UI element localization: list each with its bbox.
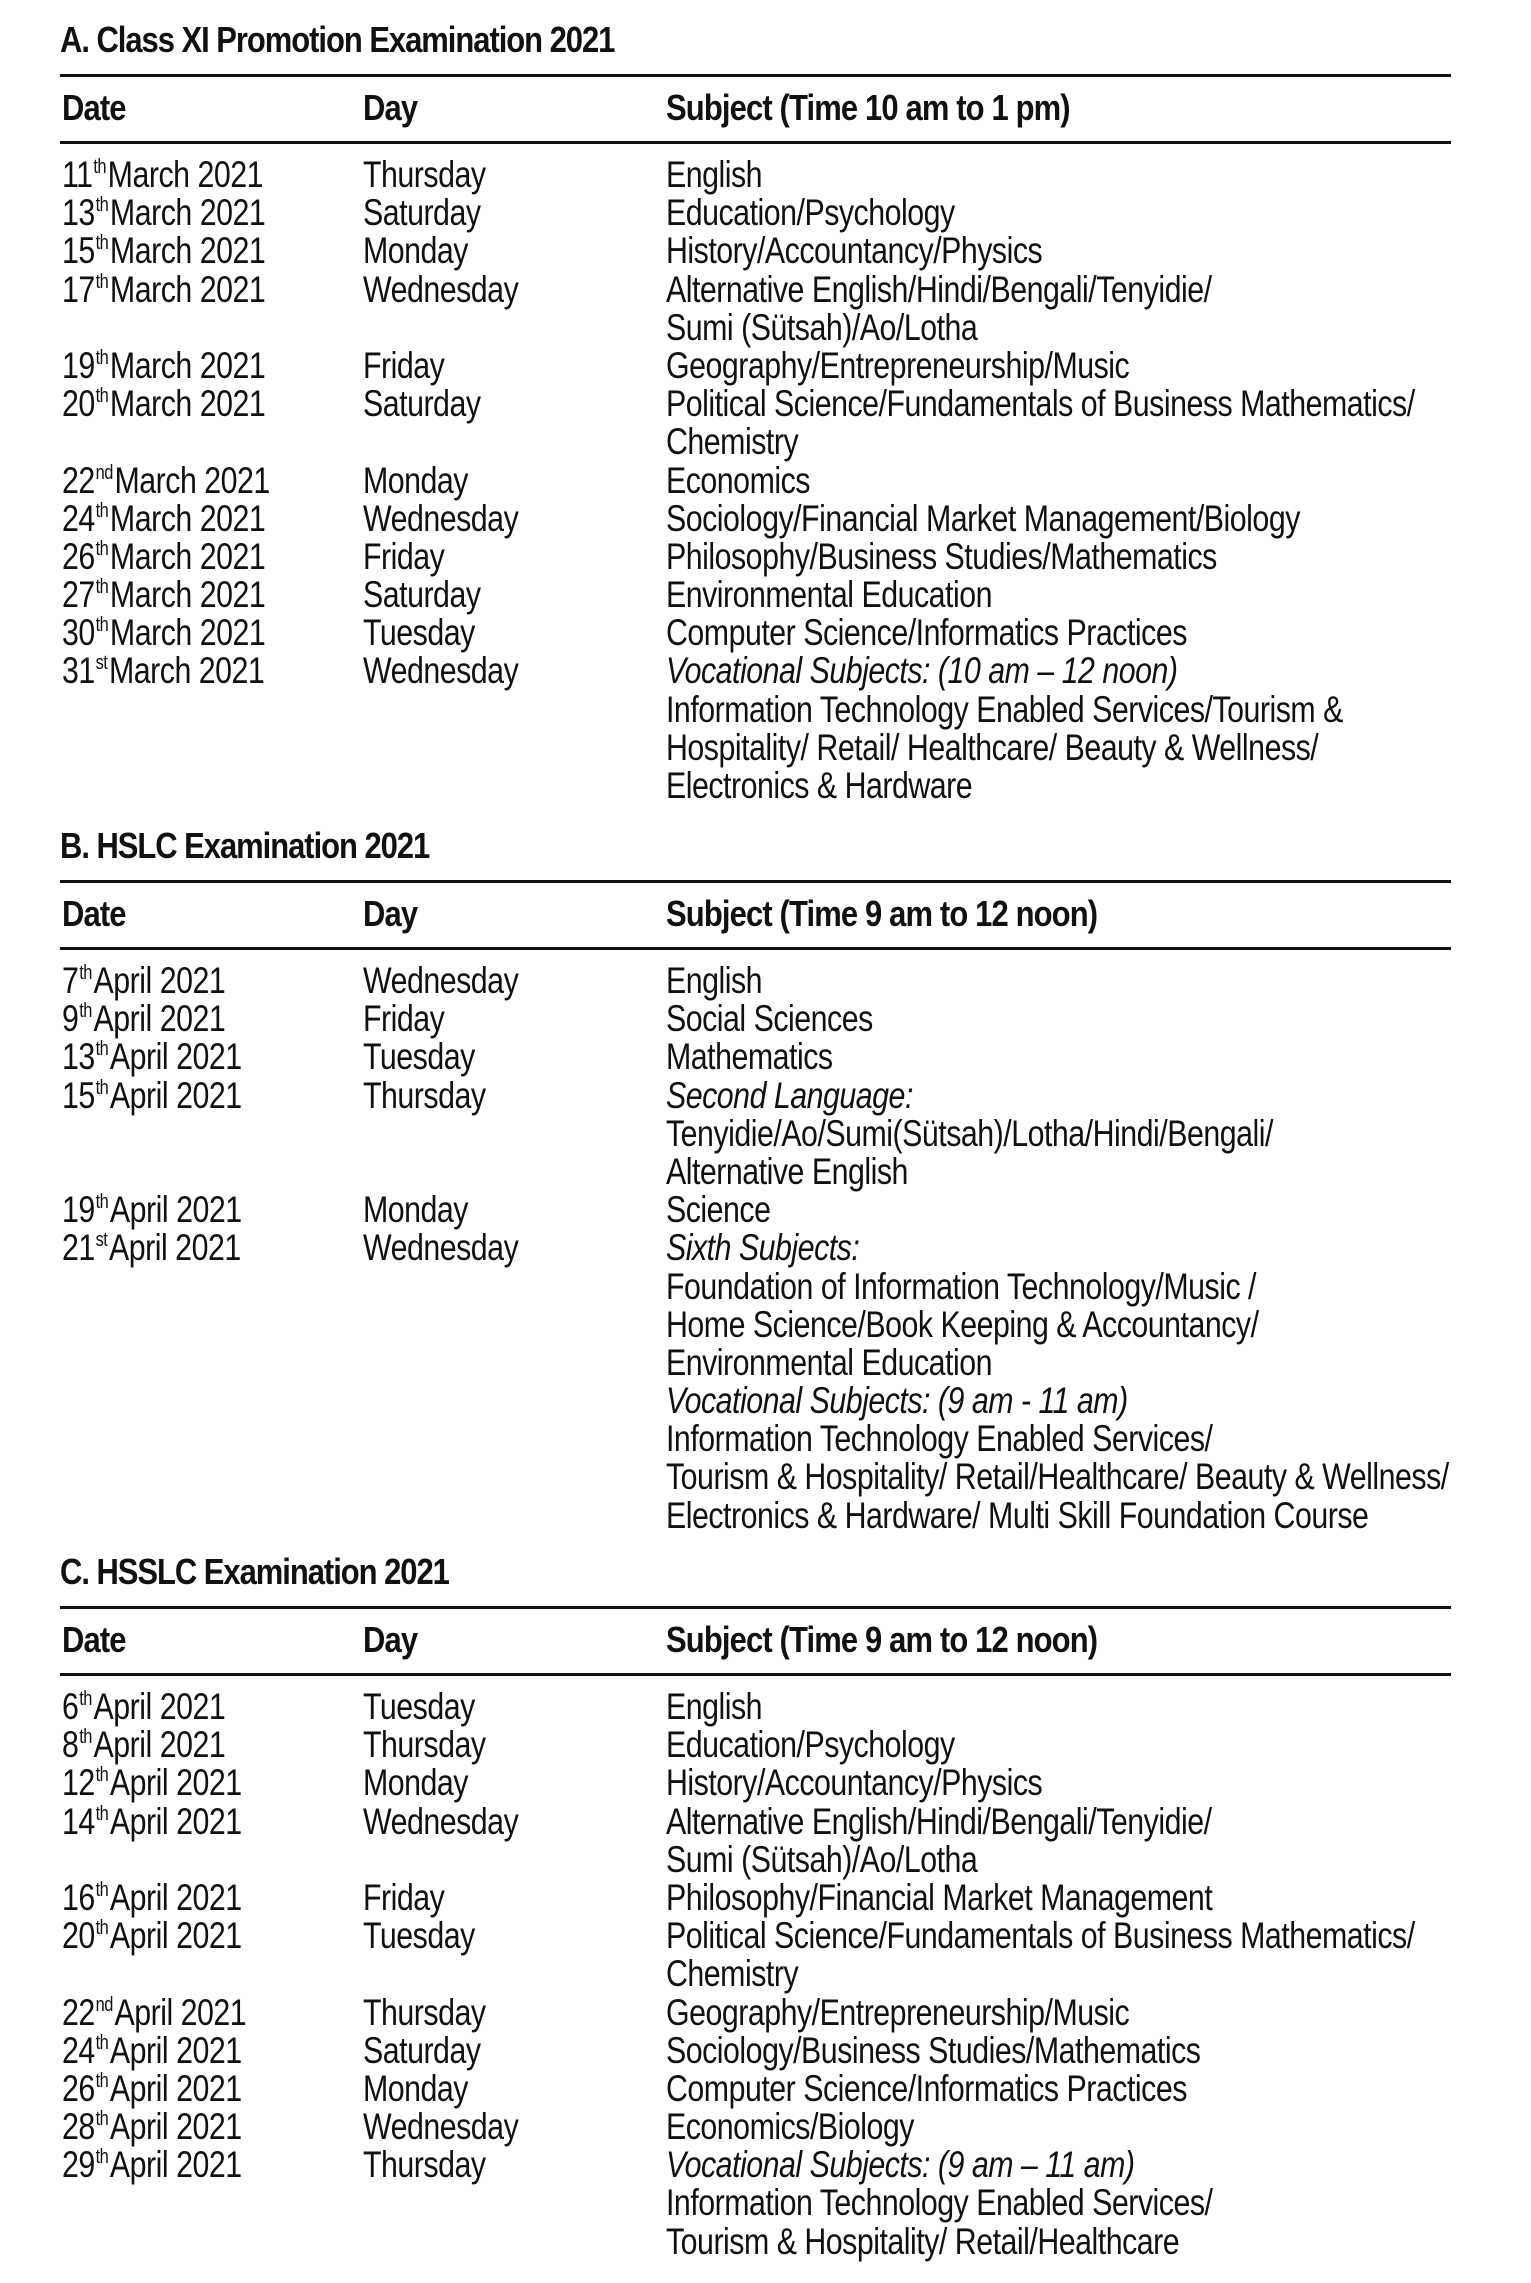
table-header — [60, 1606, 1451, 1676]
row-day: Monday — [363, 1189, 468, 1231]
row-subject — [666, 2108, 1451, 2146]
row-subject — [666, 1688, 1451, 1726]
table-row — [60, 385, 1451, 461]
date-day-number: 19 — [62, 1189, 95, 1231]
date-ordinal-suffix: th — [79, 962, 92, 984]
date-month-year: April 2021 — [93, 1686, 226, 1727]
row-day: Thursday — [363, 1074, 486, 1116]
row-date — [62, 1000, 225, 1038]
date-month-year: March 2021 — [109, 344, 266, 386]
date-day-number: 15 — [62, 1074, 95, 1116]
row-subject — [666, 156, 1451, 194]
row-date — [62, 962, 225, 1000]
subject-line: Philosophy/Business Studies/Mathematics — [666, 535, 1217, 577]
table-row — [60, 1191, 1451, 1229]
header-subject: Subject (Time 9 am to 12 noon) — [666, 1619, 1098, 1660]
row-date — [62, 1991, 247, 2033]
table-row — [60, 576, 1451, 614]
subject-line: Education/Psychology — [666, 1724, 955, 1766]
subject-line: Education/Psychology — [666, 192, 955, 234]
row-subject — [666, 1038, 1451, 1076]
section-hslc — [60, 822, 1451, 1535]
table-row — [60, 2029, 1451, 2071]
date-ordinal-suffix: st — [95, 652, 108, 675]
date-month-year: April 2021 — [114, 1991, 247, 2033]
subject-line: Information Technology Enabled Services/ — [666, 2182, 1213, 2224]
row-date — [62, 268, 266, 310]
date-month-year: April 2021 — [109, 2144, 242, 2186]
row-date — [62, 156, 263, 194]
row-date — [62, 576, 265, 614]
row-day: Friday — [363, 1876, 445, 1918]
date-ordinal-suffix: th — [95, 346, 109, 369]
subject-line: Sumi (Sütsah)/Ao/Lotha — [666, 1838, 978, 1880]
date-day-number: 12 — [62, 1762, 95, 1804]
date-ordinal-suffix: th — [95, 1076, 109, 1099]
date-ordinal-suffix: th — [95, 499, 109, 522]
subject-line: Social Sciences — [666, 998, 873, 1040]
table-row — [60, 497, 1451, 539]
date-day-number: 24 — [62, 2029, 95, 2071]
date-ordinal-suffix: th — [79, 1000, 92, 1023]
row-date — [62, 1917, 242, 1955]
date-day-number: 20 — [62, 383, 95, 425]
date-ordinal-suffix: th — [95, 1917, 109, 1940]
subject-line: Information Technology Enabled Services/ — [666, 1418, 1213, 1460]
date-ordinal-suffix: th — [95, 270, 109, 293]
date-ordinal-suffix: th — [95, 232, 109, 255]
row-date — [62, 1229, 241, 1267]
date-ordinal-suffix: th — [95, 576, 109, 599]
row-subject — [666, 1726, 1451, 1764]
date-day-number: 13 — [62, 1036, 95, 1078]
row-day: Wednesday — [363, 960, 519, 1001]
row-day: Saturday — [363, 2029, 481, 2071]
date-ordinal-suffix: th — [95, 2146, 109, 2169]
subject-line: English — [666, 960, 763, 1001]
row-subject — [666, 1229, 1451, 1535]
row-subject — [666, 535, 1451, 577]
date-ordinal-suffix: th — [95, 1764, 109, 1787]
table-row — [60, 268, 1451, 348]
table-row — [60, 1764, 1451, 1802]
table-header — [60, 880, 1451, 950]
subject-group-label: Second Language: — [666, 1074, 913, 1116]
row-subject — [666, 652, 1451, 805]
date-ordinal-suffix: th — [95, 1878, 109, 1901]
table-header — [60, 74, 1451, 144]
table-row — [60, 1038, 1451, 1076]
date-day-number: 26 — [62, 535, 95, 577]
subject-line: English — [666, 1686, 763, 1727]
subject-line: Mathematics — [666, 1036, 833, 1078]
date-month-year: April 2021 — [109, 1036, 242, 1078]
row-date — [62, 1191, 242, 1229]
date-month-year: March 2021 — [107, 154, 263, 195]
row-day: Wednesday — [363, 650, 519, 692]
row-day: Thursday — [363, 154, 486, 195]
row-date — [62, 2067, 242, 2109]
row-subject — [666, 962, 1451, 1000]
row-day: Wednesday — [363, 1800, 519, 1842]
schedule-rows — [60, 950, 1451, 1535]
row-subject — [666, 1074, 1451, 1192]
date-ordinal-suffix: nd — [95, 461, 113, 484]
row-subject — [666, 268, 1451, 348]
date-ordinal-suffix: th — [79, 1726, 92, 1749]
date-month-year: March 2021 — [109, 650, 265, 692]
date-month-year: April 2021 — [109, 1762, 242, 1804]
date-ordinal-suffix: th — [95, 2069, 109, 2092]
table-row — [60, 614, 1451, 652]
header-date: Date — [62, 87, 126, 128]
date-month-year: March 2021 — [109, 574, 266, 616]
date-day-number: 28 — [62, 2106, 95, 2148]
subject-line: Alternative English/Hindi/Bengali/Tenyidie/ — [666, 1800, 1212, 1842]
subject-line: Political Science/Fundamentals of Business Mathematics/ — [666, 1915, 1415, 1957]
table-row — [60, 1876, 1451, 1918]
date-month-year: April 2021 — [109, 1876, 242, 1918]
row-day: Friday — [363, 344, 445, 386]
table-row — [60, 1229, 1451, 1535]
table-row — [60, 1726, 1451, 1764]
table-row — [60, 1688, 1451, 1726]
section-title: C. HSSLC Examination 2021 — [60, 1551, 449, 1592]
header-date: Date — [62, 893, 126, 934]
schedule-rows — [60, 144, 1451, 805]
row-subject — [666, 614, 1451, 652]
row-subject — [666, 344, 1451, 386]
header-day: Day — [363, 87, 418, 128]
row-day: Thursday — [363, 1991, 486, 2033]
subject-line: Electronics & Hardware — [666, 765, 973, 806]
row-subject — [666, 1991, 1451, 2033]
date-day-number: 13 — [62, 192, 95, 234]
date-day-number: 20 — [62, 1915, 95, 1957]
date-month-year: April 2021 — [109, 2029, 242, 2071]
row-subject — [666, 497, 1451, 539]
subject-line: English — [666, 154, 763, 195]
row-date — [62, 2146, 242, 2184]
subject-line: Political Science/Fundamentals of Business Mathematics/ — [666, 383, 1415, 425]
row-date — [62, 344, 266, 386]
date-day-number: 26 — [62, 2067, 95, 2109]
date-day-number: 31 — [62, 650, 95, 692]
row-day: Friday — [363, 998, 445, 1040]
subject-line: Foundation of Information Technology/Music / — [666, 1265, 1257, 1307]
table-row — [60, 459, 1451, 501]
header-subject: Subject (Time 9 am to 12 noon) — [666, 893, 1098, 934]
date-month-year: March 2021 — [109, 497, 266, 539]
row-date — [62, 459, 270, 501]
subject-line: Sociology/Financial Market Management/Biology — [666, 497, 1300, 539]
row-date — [62, 2029, 242, 2071]
row-day: Wednesday — [363, 1227, 519, 1269]
date-month-year: March 2021 — [109, 230, 266, 272]
date-month-year: April 2021 — [109, 1074, 242, 1116]
date-ordinal-suffix: th — [95, 614, 109, 637]
date-day-number: 16 — [62, 1876, 95, 1918]
date-day-number: 30 — [62, 612, 95, 654]
date-ordinal-suffix: th — [95, 385, 109, 408]
date-ordinal-suffix: th — [95, 2108, 109, 2131]
subject-line: Environmental Education — [666, 574, 993, 616]
date-month-year: March 2021 — [114, 459, 270, 501]
subject-line: Hospitality/ Retail/ Healthcare/ Beauty & Wellness/ — [666, 726, 1319, 768]
row-date — [62, 497, 266, 539]
table-row — [60, 2108, 1451, 2146]
row-day: Thursday — [363, 2144, 486, 2186]
date-day-number: 19 — [62, 344, 95, 386]
row-subject — [666, 232, 1451, 270]
row-subject — [666, 1917, 1451, 1993]
table-row — [60, 962, 1451, 1000]
section-class-xi — [60, 16, 1451, 805]
date-month-year: March 2021 — [109, 383, 266, 425]
row-date — [62, 385, 265, 423]
subject-line: Science — [666, 1189, 771, 1231]
row-date — [62, 1800, 242, 1842]
row-day: Saturday — [363, 383, 481, 425]
header-day: Day — [363, 893, 418, 934]
subject-line: Philosophy/Financial Market Management — [666, 1876, 1213, 1918]
subject-line: Sociology/Business Studies/Mathematics — [666, 2029, 1201, 2071]
subject-line: Electronics & Hardware/ Multi Skill Foundation Course — [666, 1494, 1369, 1536]
subject-line: Alternative English/Hindi/Bengali/Tenyidie/ — [666, 268, 1212, 310]
row-date — [62, 194, 265, 232]
row-subject — [666, 2067, 1451, 2109]
table-row — [60, 652, 1451, 805]
subject-group-label: Vocational Subjects: (9 am - 11 am) — [666, 1380, 1128, 1422]
row-date — [62, 1688, 225, 1726]
table-row — [60, 1000, 1451, 1038]
date-month-year: April 2021 — [93, 960, 226, 1001]
date-day-number: 15 — [62, 230, 95, 272]
subject-line: Environmental Education — [666, 1341, 993, 1383]
subject-line: Information Technology Enabled Services/Tourism & — [666, 688, 1343, 730]
date-ordinal-suffix: nd — [95, 1993, 113, 2016]
row-date — [62, 1038, 242, 1076]
table-row — [60, 156, 1451, 194]
date-month-year: March 2021 — [109, 192, 266, 234]
row-day: Wednesday — [363, 2106, 519, 2148]
date-day-number: 21 — [62, 1227, 95, 1269]
row-subject — [666, 576, 1451, 614]
subject-line: Economics — [666, 459, 810, 501]
row-subject — [666, 194, 1451, 232]
table-row — [60, 232, 1451, 270]
subject-line: Tourism & Hospitality/ Retail/Healthcare — [666, 2220, 1180, 2262]
subject-line: Chemistry — [666, 1953, 799, 1995]
date-month-year: April 2021 — [109, 1915, 242, 1957]
row-day: Monday — [363, 230, 468, 272]
row-subject — [666, 1800, 1451, 1880]
row-day: Monday — [363, 459, 468, 501]
row-day: Thursday — [363, 1724, 486, 1766]
row-day: Saturday — [363, 192, 481, 234]
date-month-year: March 2021 — [109, 535, 266, 577]
date-ordinal-suffix: th — [95, 537, 109, 560]
row-subject — [666, 1764, 1451, 1802]
table-row — [60, 535, 1451, 577]
date-month-year: April 2021 — [109, 2106, 242, 2148]
row-date — [62, 232, 265, 270]
subject-group-label: Vocational Subjects: (10 am – 12 noon) — [666, 650, 1178, 692]
row-subject — [666, 2029, 1451, 2071]
date-day-number: 9 — [62, 998, 79, 1040]
row-subject — [666, 2146, 1451, 2261]
date-day-number: 6 — [62, 1686, 79, 1727]
date-day-number: 24 — [62, 497, 95, 539]
subject-group-label: Vocational Subjects: (9 am – 11 am) — [666, 2144, 1135, 2186]
subject-line: History/Accountancy/Physics — [666, 230, 1043, 272]
schedule-rows — [60, 1676, 1451, 2261]
subject-line: Geography/Entrepreneurship/Music — [666, 344, 1130, 386]
row-day: Wednesday — [363, 497, 519, 539]
subject-line: Alternative English — [666, 1150, 908, 1192]
date-ordinal-suffix: th — [79, 1688, 92, 1710]
table-row — [60, 2067, 1451, 2109]
date-ordinal-suffix: th — [95, 2031, 109, 2054]
date-ordinal-suffix: th — [95, 1038, 109, 1061]
table-row — [60, 1800, 1451, 1880]
table-row — [60, 1991, 1451, 2033]
subject-line: Computer Science/Informatics Practices — [666, 612, 1187, 654]
subject-line: Sumi (Sütsah)/Ao/Lotha — [666, 306, 978, 348]
row-day: Wednesday — [363, 268, 519, 310]
date-month-year: March 2021 — [109, 612, 266, 654]
date-month-year: March 2021 — [109, 268, 266, 310]
row-subject — [666, 385, 1451, 461]
table-row — [60, 344, 1451, 386]
row-subject — [666, 1876, 1451, 1918]
date-ordinal-suffix: st — [95, 1229, 108, 1252]
row-day: Monday — [363, 2067, 468, 2109]
subject-line: History/Accountancy/Physics — [666, 1762, 1043, 1804]
date-day-number: 14 — [62, 1800, 95, 1842]
date-month-year: April 2021 — [109, 1800, 242, 1842]
table-row — [60, 1917, 1451, 1993]
date-day-number: 7 — [62, 960, 79, 1001]
table-row — [60, 2146, 1451, 2261]
date-month-year: April 2021 — [109, 1227, 241, 1269]
date-day-number: 11 — [62, 154, 93, 195]
row-date — [62, 614, 265, 652]
date-day-number: 17 — [62, 268, 95, 310]
subject-line: Computer Science/Informatics Practices — [666, 2067, 1187, 2109]
table-row — [60, 194, 1451, 232]
row-date — [62, 1876, 242, 1918]
date-ordinal-suffix: th — [95, 194, 109, 217]
row-date — [62, 652, 264, 690]
row-date — [62, 1764, 242, 1802]
subject-line: Chemistry — [666, 421, 799, 463]
row-date — [62, 2108, 242, 2146]
row-date — [62, 1074, 242, 1116]
subject-line: Tourism & Hospitality/ Retail/Healthcare/ Beauty & Wellness/ — [666, 1456, 1449, 1498]
row-subject — [666, 1000, 1451, 1038]
row-day: Friday — [363, 535, 445, 577]
date-month-year: April 2021 — [93, 998, 226, 1040]
date-ordinal-suffix: th — [95, 1802, 109, 1825]
row-date — [62, 1726, 225, 1764]
row-day: Tuesday — [363, 1036, 475, 1078]
date-month-year: April 2021 — [109, 2067, 242, 2109]
date-day-number: 22 — [62, 459, 95, 501]
header-subject: Subject (Time 10 am to 1 pm) — [666, 87, 1070, 128]
section-hsslc — [60, 1548, 1451, 2261]
date-day-number: 29 — [62, 2144, 95, 2186]
date-day-number: 27 — [62, 574, 95, 616]
row-day: Tuesday — [363, 1686, 475, 1727]
date-ordinal-suffix: th — [93, 156, 107, 178]
subject-line: Geography/Entrepreneurship/Music — [666, 1991, 1130, 2033]
date-day-number: 22 — [62, 1991, 95, 2033]
row-subject — [666, 459, 1451, 501]
header-date: Date — [62, 1619, 126, 1660]
row-day: Tuesday — [363, 1915, 475, 1957]
date-day-number: 8 — [62, 1724, 79, 1766]
section-title: B. HSLC Examination 2021 — [60, 825, 430, 866]
subject-line: Home Science/Book Keeping & Accountancy/ — [666, 1303, 1259, 1345]
subject-group-label: Sixth Subjects: — [666, 1227, 860, 1269]
table-row — [60, 1074, 1451, 1192]
header-day: Day — [363, 1619, 418, 1660]
row-date — [62, 535, 266, 577]
row-day: Saturday — [363, 574, 481, 616]
subject-line: Economics/Biology — [666, 2106, 914, 2148]
row-day: Tuesday — [363, 612, 475, 654]
date-month-year: April 2021 — [93, 1724, 226, 1766]
row-day: Monday — [363, 1762, 468, 1804]
section-title: A. Class XI Promotion Examination 2021 — [60, 19, 615, 60]
subject-line: Tenyidie/Ao/Sumi(Sütsah)/Lotha/Hindi/Bengali/ — [666, 1112, 1273, 1154]
date-month-year: April 2021 — [109, 1189, 242, 1231]
row-subject — [666, 1191, 1451, 1229]
date-ordinal-suffix: th — [95, 1191, 109, 1214]
